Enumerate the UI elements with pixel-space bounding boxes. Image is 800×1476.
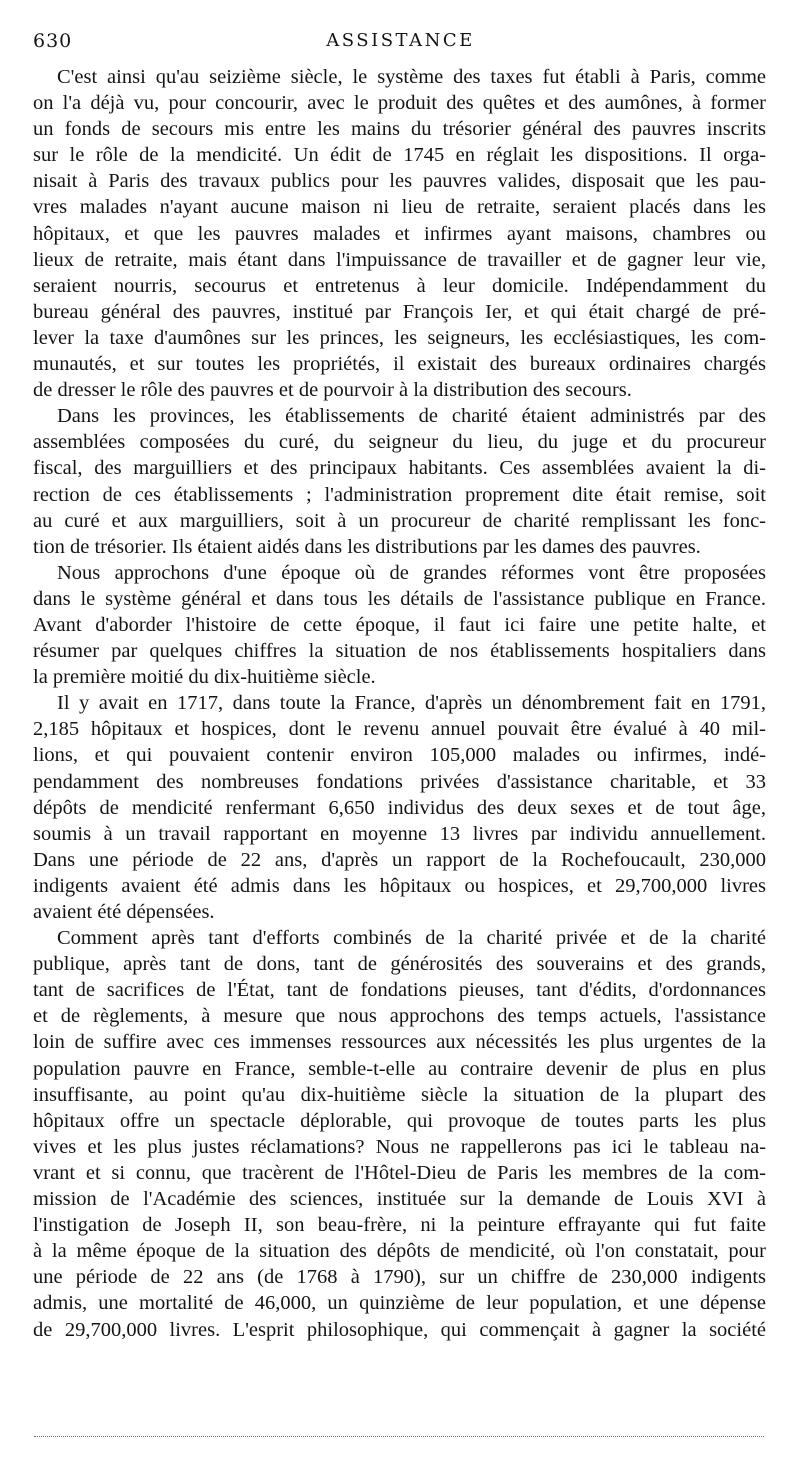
text-line: publique, après tant de dons, tant de générosités des souverains et des grands, (33, 953, 766, 976)
text-line: de dresser le rôle des pauvres et de pourvoir à la distribution des secours. (33, 379, 632, 402)
page-header (33, 30, 768, 56)
text-line: dépôts de mendicité renfermant 6,650 individus des deux sexes et de tout âge, (33, 796, 766, 819)
text-line: Avant d'aborder l'histoire de cette époque, il faut ici faire une petite halte, et (33, 613, 766, 636)
text-line: on l'a déjà vu, pour concourir, avec le produit des quêtes et des aumônes, à former (33, 92, 766, 115)
text-line: l'instigation de Joseph II, son beau-frère, ni la peinture effrayante qui fut faite (33, 1214, 766, 1237)
text-line: dans le système général et dans tous les détails de l'assistance publique en France. (33, 587, 766, 610)
text-line: une période de 22 ans (de 1768 à 1790), sur un chiffre de 230,000 indigents (33, 1266, 766, 1289)
text-line: hôpitaux, et que les pauvres malades et infirmes ayant maisons, chambres ou (33, 222, 766, 245)
text-line: indigents avaient été admis dans les hôpitaux ou hospices, et 29,700,000 livres (33, 874, 766, 897)
text-line: sur le rôle de la mendicité. Un édit de 1745 en réglait les dispositions. Il orga- (33, 144, 766, 167)
text-line: pendamment des nombreuses fondations privées d'assistance charitable, et 33 (33, 770, 766, 793)
text-line: Nous approchons d'une époque où de grandes réformes vont être proposées (57, 561, 766, 584)
text-line: C'est ainsi qu'au seizième siècle, le système des taxes fut établi à Paris, comme (57, 66, 766, 88)
running-head: ASSISTANCE (326, 30, 475, 51)
text-line: vrant et si connu, que tracèrent de l'Hôtel-Dieu de Paris les membres de la com- (33, 1161, 766, 1184)
text-line: population pauvre en France, semble-t-elle au contraire devenir de plus en plus (33, 1057, 766, 1080)
page-number: 630 (33, 30, 73, 52)
text-line: seraient nourris, secourus et entretenus à leur domicile. Indépendamment du (33, 274, 766, 297)
text-line: au curé et aux marguilliers, soit à un procureur de charité remplissant les fonc- (33, 509, 766, 532)
text-line: un fonds de secours mis entre les mains du trésorier général des pauvres inscrits (33, 118, 766, 141)
text-line: admis, une mortalité de 46,000, un quinzième de leur population, et une dépense (33, 1292, 766, 1315)
text-line: Dans les provinces, les établissements de charité étaient administrés par des (57, 405, 766, 428)
text-line: et de règlements, à mesure que nous approchons des temps actuels, l'assistance (33, 1005, 766, 1028)
text-line: tion de trésorier. Ils étaient aidés dans les distributions par les dames des pauvres. (33, 535, 701, 558)
text-line: assemblées composées du curé, du seigneur du lieu, du juge et du procureur (33, 431, 766, 454)
text-line: hôpitaux offre un spectacle déplorable, qui provoque de toutes parts les plus (33, 1109, 766, 1132)
text-line: de 29,700,000 livres. L'esprit philosophique, qui commençait à gagner la société (33, 1318, 766, 1341)
text-line: vres malades n'ayant aucune maison ni lieu de retraite, seraient placés dans les (33, 196, 766, 219)
text-line: tant de sacrifices de l'État, tant de fondations pieuses, tant d'édits, d'ordonnances (33, 979, 766, 1002)
footer-dotted-rule (34, 1436, 764, 1437)
text-line: résumer par quelques chiffres la situation de nos établissements hospitaliers dans (33, 640, 766, 663)
text-line: vives et les plus justes réclamations? Nous ne rappellerons pas ici le tableau na- (33, 1135, 766, 1158)
text-line: rection de ces établissements ; l'administration proprement dite était remise, soit (33, 483, 766, 506)
text-line: mission de l'Académie des sciences, instituée sur la demande de Louis XVI à (33, 1188, 766, 1211)
text-line: lever la taxe d'aumônes sur les princes, les seigneurs, les ecclésiastiques, les com- (33, 326, 766, 349)
text-line: lieux de retraite, mais étant dans l'impuissance de travailler et de gagner leur vie, (33, 248, 766, 271)
text-line: nisait à Paris des travaux publics pour les pauvres valides, disposait que les pau- (33, 170, 766, 193)
text-line: loin de suffire avec ces immenses ressources aux nécessités les plus urgentes de la (33, 1031, 766, 1054)
text-line: la première moitié du dix-huitième siècle. (33, 666, 376, 689)
body-text (33, 64, 766, 1343)
text-line: Comment après tant d'efforts combinés de la charité privée et de la charité (57, 927, 766, 950)
text-line: Il y avait en 1717, dans toute la France, d'après un dénombrement fait en 1791, (57, 692, 766, 715)
text-line: fiscal, des marguilliers et des principaux habitants. Ces assemblées avaient la di- (33, 457, 766, 480)
text-line: 2,185 hôpitaux et hospices, dont le revenu annuel pouvait être évalué à 40 mil- (33, 718, 766, 741)
text-line: lions, et qui pouvaient contenir environ 105,000 malades ou infirmes, indé- (33, 744, 766, 767)
text-line: insuffisante, au point qu'au dix-huitième siècle la situation de la plupart des (33, 1083, 766, 1106)
text-line: avaient été dépensées. (33, 901, 215, 923)
text-line: Dans une période de 22 ans, d'après un rapport de la Rochefoucault, 230,000 (33, 848, 766, 871)
text-line: soumis à un travail rapportant en moyenne 13 livres par individu annuellement. (33, 822, 766, 845)
text-line: munautés, et sur toutes les propriétés, il existait des bureaux ordinaires chargés (33, 353, 766, 376)
text-line: bureau général des pauvres, institué par François Ier, et qui était chargé de pré- (33, 300, 766, 323)
text-line: à la même époque de la situation des dépôts de mendicité, où l'on constatait, pour (33, 1240, 766, 1263)
